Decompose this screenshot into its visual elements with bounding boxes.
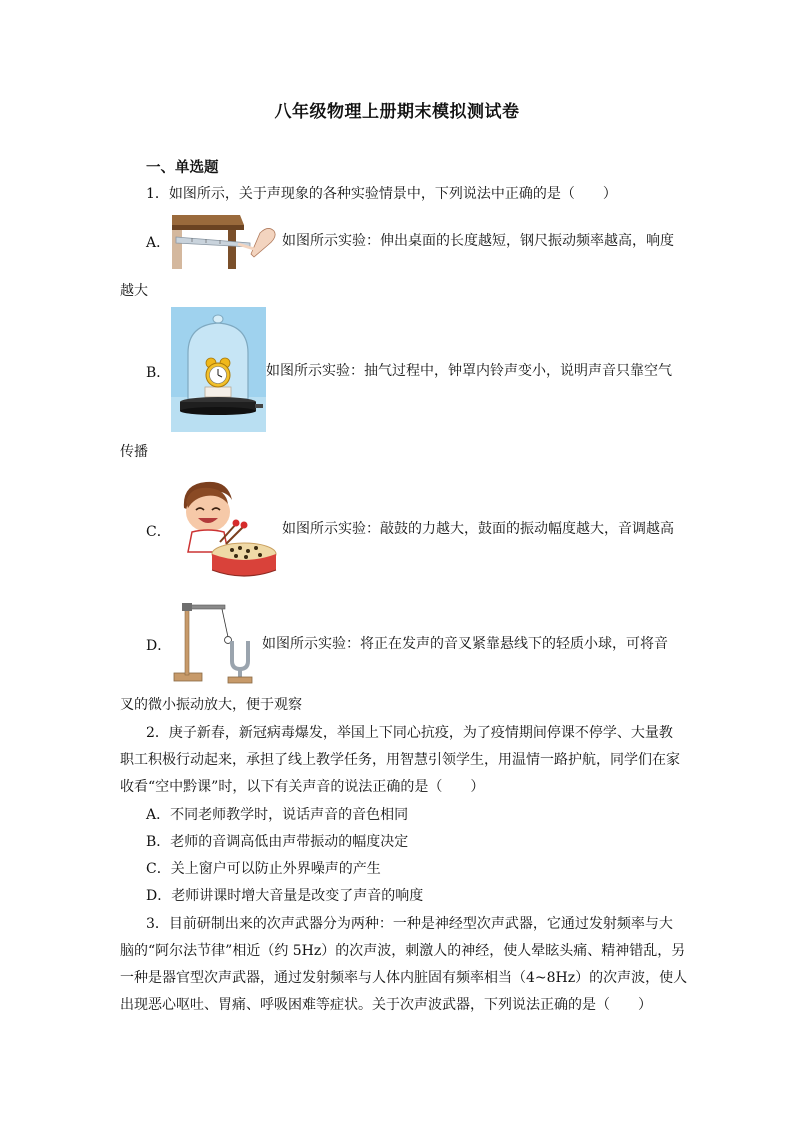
- q2-stem-line1: 2．庚子新春，新冠病毒爆发，举国上下同心抗疫，为了疫情期间停课不停学、大量教: [146, 725, 673, 741]
- q1-option-a-label: A．: [146, 235, 171, 251]
- section-heading: 一、单选题: [146, 159, 219, 176]
- tuning-fork-figure: [172, 597, 262, 687]
- q1-option-c-text-line1: 如图所示实验：敲鼓的力越大，鼓面的振动幅度越大，音调越高: [282, 521, 674, 537]
- page-title: 八年级物理上册期末模拟测试卷: [274, 102, 520, 122]
- q1-stem: 1．如图所示，关于声现象的各种实验情景中，下列说法中正确的是（ ）: [146, 186, 617, 202]
- q2-option-a: A．不同老师教学时，说话声音的音色相同: [146, 807, 409, 823]
- q2-stem-line3: 收看“空中黔课”时，以下有关声音的说法正确的是（ ）: [120, 779, 485, 795]
- q2-stem-line2: 职工积极行动起来，承担了线上教学任务，用智慧引领学生，用温情一路护航，同学们在家: [120, 752, 680, 768]
- q2-option-d: D．老师讲课时增大音量是改变了声音的响度: [146, 888, 424, 904]
- q1-option-b-text-line1: 如图所示实验：抽气过程中，钟罩内铃声变小，说明声音只靠空气: [266, 363, 672, 379]
- ruler-on-table-figure: [172, 213, 280, 269]
- q2-option-b: B．老师的音调高低由声带振动的幅度决定: [146, 834, 409, 850]
- q3-stem-line3: 一种是器官型次声武器，通过发射频率与人体内脏固有频率相当（4~8Hz）的次声波，使人: [120, 970, 688, 986]
- drum-boy-figure: [176, 478, 280, 582]
- q3-stem-line2: 脑的“阿尔法节律”相近（约 5Hz）的次声波，刺激人的神经，使人晕眩头痛、精神错乱，另: [120, 943, 686, 959]
- q1-option-d-text-line2: 叉的微小振动放大，便于观察: [120, 697, 302, 713]
- q1-option-a-text-line1: 如图所示实验：伸出桌面的长度越短，钢尺振动频率越高，响度: [282, 233, 674, 249]
- bell-jar-figure: [171, 307, 266, 432]
- q1-option-c-label: C．: [146, 524, 171, 540]
- q1-option-d-text-line1: 如图所示实验：将正在发声的音叉紧靠悬线下的轻质小球，可将音: [262, 636, 668, 652]
- q1-option-d-label: D．: [146, 638, 172, 654]
- q3-stem-line4: 出现恶心呕吐、胃痛、呼吸困难等症状。关于次声波武器，下列说法正确的是（ ）: [120, 997, 652, 1013]
- q1-option-b-text-line2: 传播: [120, 444, 148, 460]
- q2-option-c: C．关上窗户可以防止外界噪声的产生: [146, 861, 381, 877]
- q3-stem-line1: 3．目前研制出来的次声武器分为两种：一种是神经型次声武器，它通过发射频率与大: [146, 916, 673, 932]
- q1-option-b-label: B．: [146, 365, 171, 381]
- q1-option-a-text-line2: 越大: [120, 283, 148, 299]
